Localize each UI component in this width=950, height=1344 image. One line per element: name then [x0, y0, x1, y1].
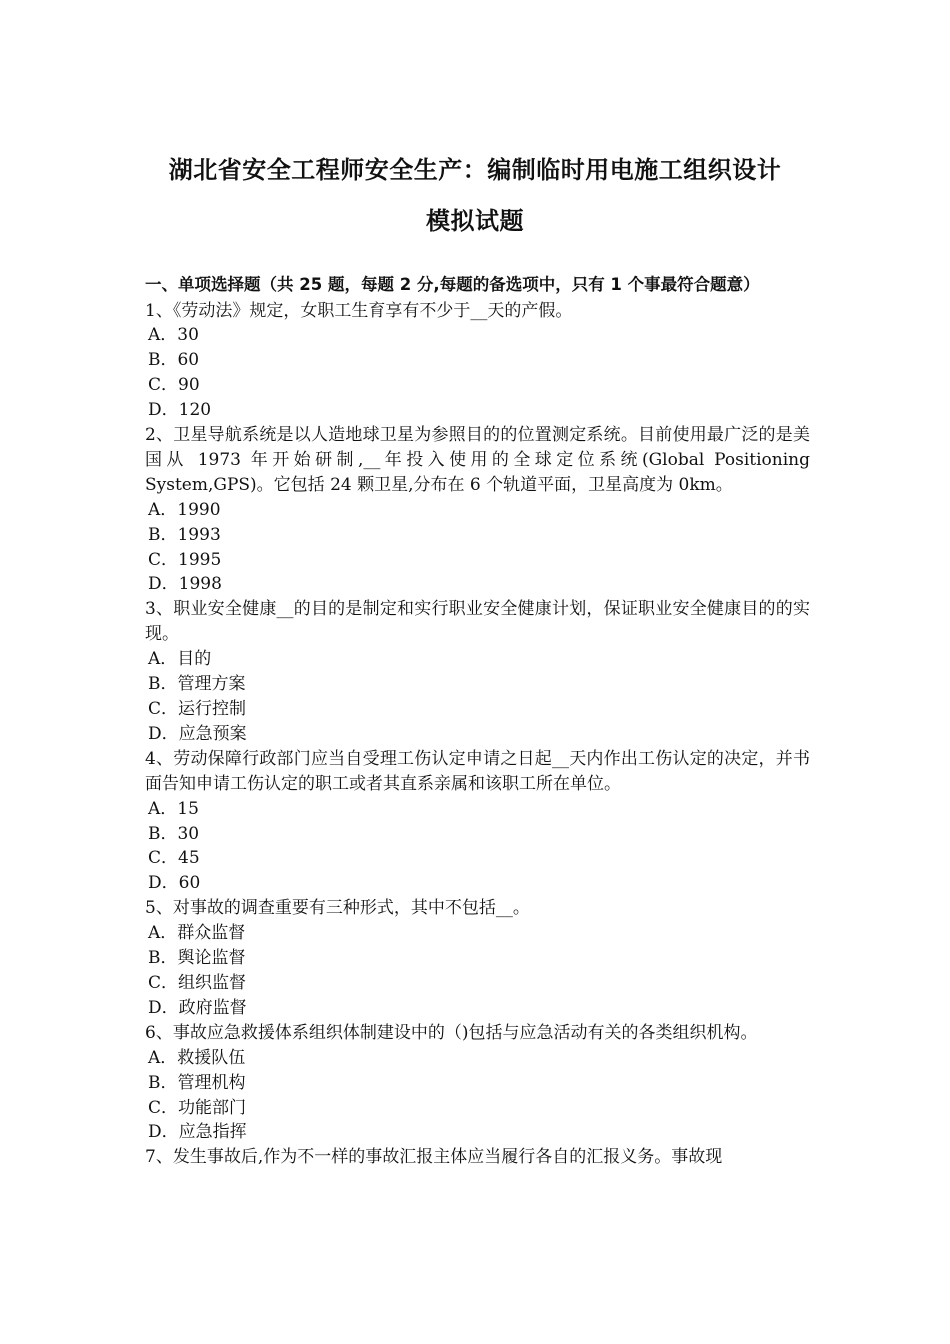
question-text: 4、劳动保障行政部门应当自受理工伤认定申请之日起__天内作出工伤认定的决定，并书面告知申请工伤认定的职工或者其直系亲属和该职工所在单位。: [145, 748, 810, 794]
option-d: D．1998: [148, 574, 222, 595]
option-c: C．功能部门: [148, 1097, 247, 1118]
option-b: B．舆论监督: [148, 948, 246, 969]
option-b: B．1993: [148, 524, 221, 545]
question-5: [145, 896, 810, 1021]
question-4: [145, 747, 810, 896]
question-1: [145, 299, 810, 424]
question-2: [145, 423, 810, 597]
document-title-line2: 模拟试题: [426, 207, 524, 235]
option-b: B．30: [148, 823, 200, 844]
option-a: A．1990: [148, 499, 221, 520]
option-d: D．应急指挥: [148, 1122, 247, 1143]
option-c: C．组织监督: [148, 972, 247, 993]
question-text: 3、职业安全健康__的目的是制定和实行职业安全健康计划，保证职业安全健康目的的实现。: [145, 599, 810, 645]
document-title-line1: 湖北省安全工程师安全生产：编制临时用电施工组织设计: [168, 156, 782, 184]
question-6: [145, 1021, 810, 1146]
option-d: D．60: [148, 873, 201, 894]
option-d: D．政府监督: [148, 997, 247, 1018]
option-a: A．15: [148, 798, 199, 819]
option-c: C．1995: [148, 549, 222, 570]
document-body: [145, 273, 810, 1170]
question-3: [145, 597, 810, 746]
option-c: C．运行控制: [148, 699, 247, 719]
option-a: A．30: [148, 325, 199, 346]
question-7: [145, 1145, 810, 1170]
option-b: B．管理方案: [148, 674, 246, 695]
option-a: A．群众监督: [148, 923, 246, 944]
option-c: C．45: [148, 848, 200, 869]
section-heading: 一、单项选择题（共 25 题，每题 2 分,每题的备选项中，只有 1 个事最符合题意）: [145, 275, 760, 294]
question-text: 2、卫星导航系统是以人造地球卫星为参照目的的位置测定系统。目前使用最广泛的是美国从 1973 年开始研制,__年投入使用的全球定位系统(Global Positioning System,GPS)。它包括 24 颗卫星,分布在 6 个轨道平面，卫星高度为 0km。: [145, 425, 810, 495]
question-text: 1、《劳动法》规定，女职工生育享有不少于__天的产假。: [145, 300, 573, 321]
question-text: 7、发生事故后,作为不一样的事故汇报主体应当履行各自的汇报义务。事故现: [145, 1147, 723, 1168]
option-b: B．60: [148, 350, 200, 371]
option-d: D．应急预案: [148, 723, 247, 744]
question-text: 6、事故应急救援体系组织体制建设中的（)包括与应急活动有关的各类组织机构。: [145, 1022, 758, 1043]
question-text: 5、对事故的调查重要有三种形式，其中不包括__。: [145, 898, 530, 919]
option-c: C．90: [148, 375, 200, 396]
option-a: A．目的: [148, 649, 212, 670]
option-b: B．管理机构: [148, 1072, 246, 1093]
option-a: A．救援队伍: [148, 1047, 246, 1068]
option-d: D．120: [148, 400, 212, 421]
